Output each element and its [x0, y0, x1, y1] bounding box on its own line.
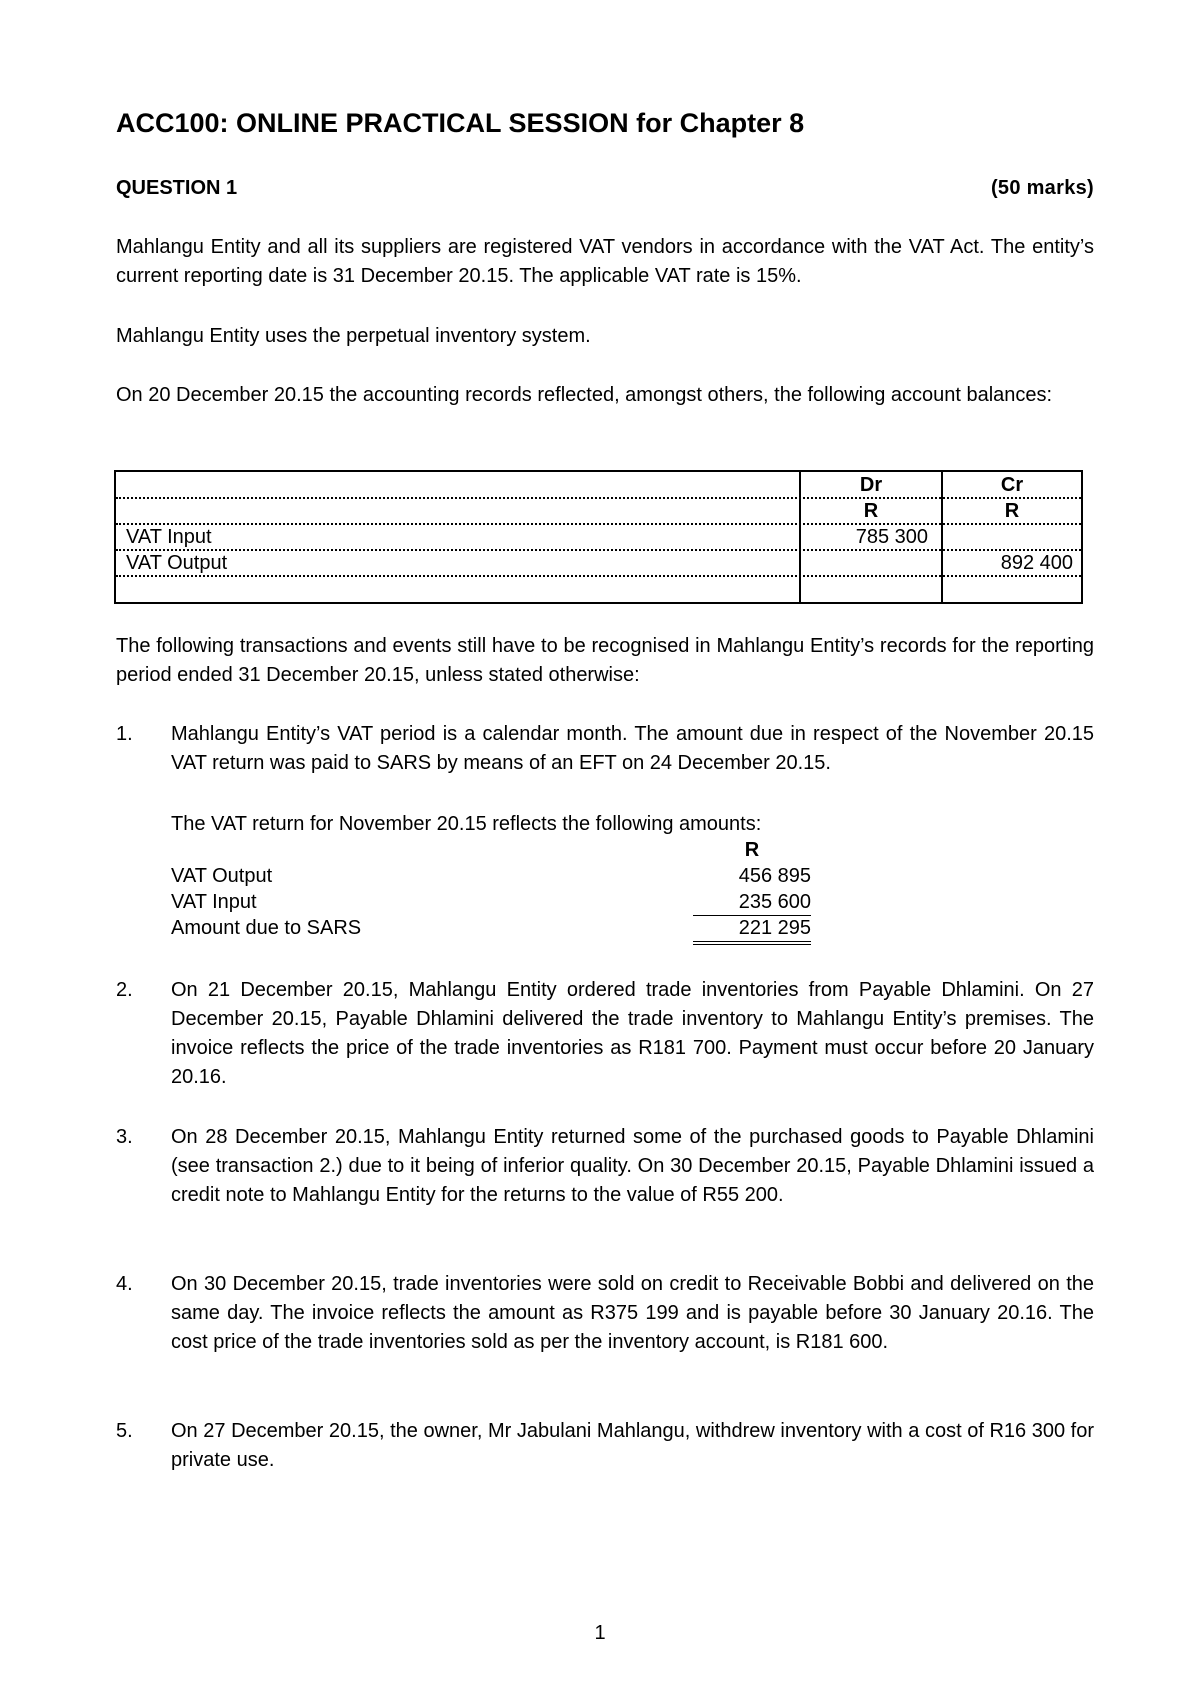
- question-marks: (50 marks): [990, 177, 1094, 199]
- item-text: On 21 December 20.15, Mahlangu Entity ordered trade inventories from Payable Dhlamini. On 27 December 20.15, Payable Dhlamini delivered the trade inventory to Mahlangu Entity’s premises. The invoice reflects the price of the trade inventories as R181 700. Payment must occur before 20 January 20.16.: [171, 979, 1094, 1088]
- vat-return-intro: The VAT return for November 20.15 reflects the following amounts:: [171, 813, 762, 835]
- question-header: [116, 177, 1094, 203]
- item-number: 2.: [116, 979, 133, 1001]
- item-number: 5.: [116, 1420, 133, 1442]
- item-text: On 27 December 20.15, the owner, Mr Jabulani Mahlangu, withdrew inventory with a cost of R16 300 for private use.: [171, 1420, 1094, 1471]
- row-account: VAT Input: [126, 526, 212, 548]
- balances-table: [114, 470, 1083, 604]
- page-number: 1: [594, 1622, 606, 1644]
- item-number: 3.: [116, 1126, 133, 1148]
- vat-return-value: 456 895: [738, 865, 811, 887]
- item-text: Mahlangu Entity’s VAT period is a calendar month. The amount due in respect of the November 20.15 VAT return was paid to SARS by means of an EFT on 24 December 20.15.: [171, 723, 1094, 774]
- header-dr: Dr: [859, 474, 883, 496]
- table-rule: [116, 575, 1081, 577]
- vat-return-label: VAT Output: [171, 865, 273, 887]
- item-text: On 28 December 20.15, Mahlangu Entity returned some of the purchased goods to Payable Dhlamini (see transaction 2.) due to it being of inferior quality. On 30 December 20.15, Payable Dhlamini issued a credit note to Mahlangu Entity for the returns to the value of R55 200.: [171, 1126, 1094, 1206]
- vat-return-label: VAT Input: [171, 891, 257, 913]
- table-rule: [116, 523, 1081, 525]
- transactions-intro-paragraph: The following transactions and events still have to be recognised in Mahlangu Entity’s records for the reporting period ended 31 December 20.15, unless stated otherwise:: [116, 635, 1094, 686]
- currency-cr: R: [1004, 500, 1020, 522]
- item-text: On 30 December 20.15, trade inventories were sold on credit to Receivable Bobbi and delivered on the same day. The invoice reflects the amount as R375 199 and is payable before 30 January 20.16. The cost price of the trade inventories sold as per the inventory account, is R181 600.: [171, 1273, 1094, 1353]
- currency-dr: R: [863, 500, 879, 522]
- row-account: VAT Output: [126, 552, 228, 574]
- inventory-system-paragraph: Mahlangu Entity uses the perpetual inventory system.: [116, 325, 591, 347]
- vat-return-currency: R: [744, 839, 760, 861]
- intro-paragraph: Mahlangu Entity and all its suppliers are registered VAT vendors in accordance with the VAT Act. The entity’s current reporting date is 31 December 20.15. The applicable VAT rate is 15%.: [116, 236, 1094, 287]
- vat-return-label: Amount due to SARS: [171, 917, 362, 939]
- vat-return-value: 221 295: [693, 915, 811, 945]
- vat-return-summary: [171, 811, 811, 941]
- question-label: QUESTION 1: [116, 177, 238, 199]
- page-title: ACC100: ONLINE PRACTICAL SESSION for Chapter 8: [116, 108, 805, 138]
- header-cr: Cr: [1000, 474, 1024, 496]
- row-dr-amount: 785 300: [855, 526, 928, 548]
- vat-return-value: 235 600: [693, 889, 811, 916]
- item-number: 4.: [116, 1273, 133, 1295]
- balances-intro-paragraph: On 20 December 20.15 the accounting records reflected, amongst others, the following account balances:: [116, 384, 1053, 406]
- row-cr-amount: 892 400: [1000, 552, 1073, 574]
- table-rule: [116, 549, 1081, 551]
- item-number: 1.: [116, 723, 133, 745]
